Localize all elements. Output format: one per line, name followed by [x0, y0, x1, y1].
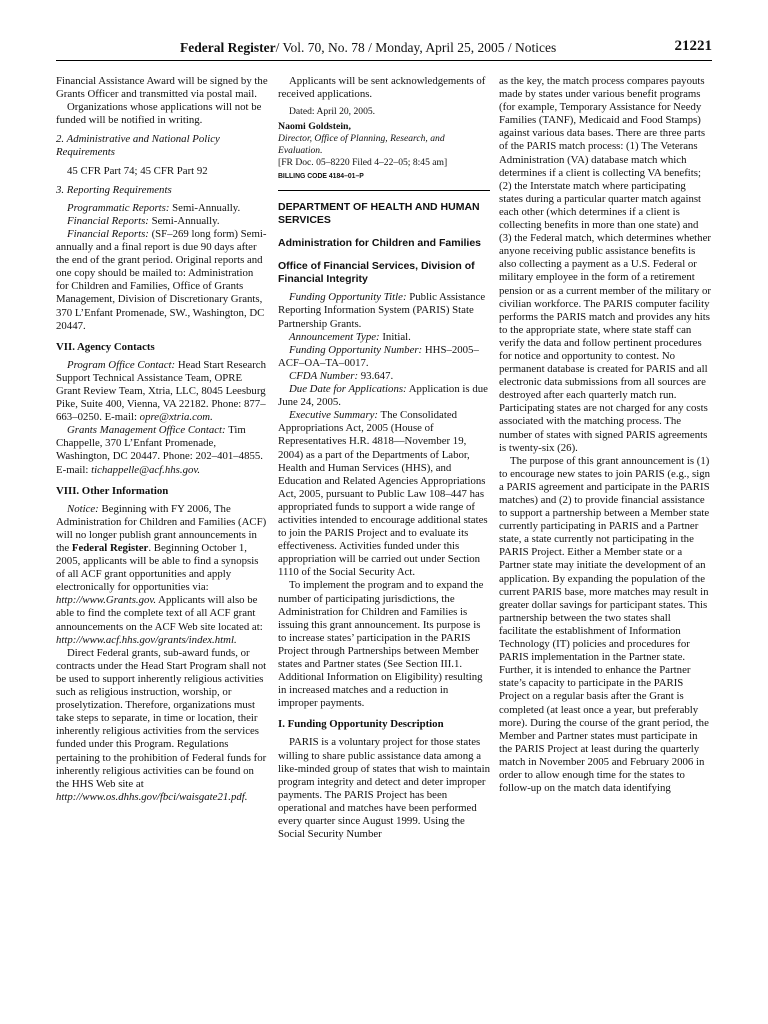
- paragraph: [56, 424, 268, 476]
- paragraph: Applicants will be sent acknowledgements of received applications.: [278, 75, 486, 101]
- text: Tim Chappelle, 370 L’Enfant Promenade, Washington, DC 20447. Phone: 202–401–4855. E-mail:: [56, 424, 263, 476]
- paragraph: To implement the program and to expand the number of participating jurisdictions, the Administration for Children and Families is issuing this grant announcement. Its purpose is to increase states’ participation in the PARIS Project through Partnerships between Member states and Partner states (See Section III.1. Additional Information on Eligibility) resulting in increased matches and a reduction in improper payments.: [278, 579, 484, 710]
- text: Federal Register: [71, 542, 149, 554]
- text: Beginning with FY 2006, The Administration for Children and Families (ACF) will no longer publish grant announcements in the: [56, 502, 267, 554]
- text: 93.647.: [358, 369, 394, 382]
- email-link[interactable]: opre@xtria.com.: [139, 411, 213, 424]
- label: Funding Opportunity Number:: [289, 343, 423, 356]
- signer-name: Naomi Goldstein,: [278, 121, 351, 133]
- section-heading: I. Funding Opportunity Description: [278, 718, 444, 731]
- text: . Beginning October 1, 2005, applicants will be able to find a synopsis of all ACF grant opportunities and apply electronically for opportunities via:: [56, 542, 259, 594]
- paragraph: [56, 359, 268, 424]
- text: Semi-Annually.: [169, 201, 241, 214]
- fr-doc-line: [FR Doc. 05–8220 Filed 4–22–05; 8:45 am]: [278, 157, 448, 169]
- text: Semi-Annually.: [148, 214, 220, 227]
- label: Announcement Type:: [289, 330, 380, 343]
- agency-heading: Administration for Children and Families: [278, 237, 482, 250]
- paragraph: [56, 215, 268, 228]
- email-link[interactable]: tichappelle@acf.hhs.gov.: [91, 463, 201, 476]
- label: Funding Opportunity Title:: [289, 291, 407, 304]
- billing-code: BILLING CODE 4184–01–P: [278, 171, 364, 181]
- issue-info: / Vol. 70, No. 78 / Monday, April 25, 2005 / Notices: [275, 40, 557, 55]
- paragraph: as the key, the match process compares payouts made by states under various benefit programs (for example, Temporary Assistance for Needy Families (TANF), Medicaid and Food Stamps) against various data bases. There are three parts of the PARIS match process: (1) The Veterans Administration (VA) database match which determines if a client is collecting VA benefits; (2) the Interstate match where participating states during a particular quarter match against each other (which determines if a client is collecting benefits in more than one state) and (3) the Federal match, which determines whether anyone receiving public assistance benefits is also collecting a payment as a U.S. Federal or military employee in the form of a retirement pension or as a current member of the military or civilian workforce. The PARIS computer facility performs the PARIS match and provides any hits to the appropriate state, where state staff can verify the data and follow pertinent procedures for notice and opportunity to contest. No permanent database is created for PARIS and all electronic data submissions from all sources are destroyed after each quarterly match run. Participating states are not charged for any costs associated with the matching process. The number of states with signed PARIS agreements is twenty-six (26).: [499, 75, 711, 454]
- text: Public Assistance Reporting Information System (PARIS) State Partnership Grants.: [278, 291, 486, 330]
- paragraph: Financial Assistance Award will be signed by the Grants Officer and transmitted via postal mail.: [56, 75, 268, 101]
- section-heading: VII. Agency Contacts: [56, 340, 155, 353]
- url-link[interactable]: http://www.acf.hhs.gov/grants/index.html.: [56, 633, 237, 646]
- text: Initial.: [379, 330, 411, 343]
- text: Applicants will also be able to find the complete text of all ACF grant announcements on the ACF Web site located at:: [56, 594, 263, 633]
- text: The Consolidated Appropriations Act, 2005 (House of Representatives H.R. 4818—November 19, 2004) as a part of the Departments of Labor, Health and Human Services (HHS), and Education and Related Agencies Appropriations Act, 2005, pursuant to Public Law 108–447 has appropriated funds to support a wide range of activities intended to encourage additional states to join the PARIS Project and to evaluate its effectiveness. Activities funded under this appropriation will be carried out under Section 1110 of the Social Security Act.: [278, 409, 488, 579]
- url-link[interactable]: http://www.Grants.gov.: [56, 594, 157, 607]
- text: Head Start Research Support Technical Assistance Team, OPRE Grant Review Team, Xtria, LLC, 8045 Leesburg Pike, Suite 400, Vienna, VA 22182. Phone: 877–663–0250. E-mail:: [56, 358, 266, 424]
- paragraph: [278, 331, 490, 344]
- label: Program Office Contact:: [67, 358, 176, 371]
- department-heading: DEPARTMENT OF HEALTH AND HUMAN SERVICES: [278, 201, 480, 227]
- paragraph: [56, 503, 268, 647]
- divider: [278, 190, 490, 191]
- label: CFDA Number:: [289, 369, 359, 382]
- paragraph: The purpose of this grant announcement is (1) to encourage new states to join PARIS (e.g., sign a PARIS agreement and participate in the PARIS matches) and (2) to provide financial assistance to support a partnership between a Member state currently participating in PARIS and a Partner state, a state currently not participating in the PARIS Project. Either a Member state or a Partner state may initiate the development of an application. By expanding the population of the current PARIS base, more matches may result in greater dollar savings for participant states. This partnership between the two states shall facilitate the establishment of Information Technology (IT) policies and procedures for PARIS implementation in the Partner state. Further, it is intended to enhance the Partner state’s capacity to participate in the PARIS Project on a regular basis after the Grant is completed (at least once a year, but preferably more). During the course of the grant period, the Member and Partner states must participate in the PARIS Project at least during the quarterly match in November 2005 and February 2006 in order to allow enough time for the states to follow-up on the match data identifying: [499, 454, 711, 795]
- text: HHS–2005–ACF–OA–TA–0017.: [278, 343, 479, 369]
- dated-line: Dated: April 20, 2005.: [289, 106, 376, 118]
- page-header: [56, 38, 712, 61]
- signer-title: Director, Office of Planning, Research, and Evaluation.: [278, 133, 445, 157]
- label: Due Date for Applications:: [289, 383, 407, 396]
- paragraph: PARIS is a voluntary project for those states willing to share public assistance data among a like-minded group of states that wish to maintain program integrity and detect and deter improper payments. The PARIS Project has been operational and matches have been performed every quarter since August 1999. Using the Social Security Number: [278, 736, 490, 841]
- label: Grants Management Office Contact:: [67, 424, 226, 437]
- paragraph: [56, 228, 268, 333]
- column-1: [56, 75, 268, 804]
- paragraph: Organizations whose applications will not be funded will be notified in writing.: [56, 101, 262, 127]
- column-2: [278, 75, 490, 841]
- text: Direct Federal grants, sub-award funds, or contracts under the Head Start Program shall not be used to support inherently religious activities such as religious instruction, worship, or proselytization. Therefore, organizations must take steps to separate, in time or location, their inherently religious activities from the services funded under this Program. Regulations pertaining to the prohibition of Federal funds for inherently religious activities can be found on the HHS Web site at: [56, 646, 267, 790]
- column-3: [499, 75, 711, 795]
- office-heading: Office of Financial Services, Division of Financial Integrity: [278, 260, 475, 286]
- label: Executive Summary:: [289, 409, 379, 422]
- label: Financial Reports:: [67, 227, 149, 240]
- label: Notice:: [67, 502, 99, 515]
- journal-name: Federal Register: [180, 40, 276, 55]
- paragraph: [56, 202, 268, 215]
- section-heading: 3. Reporting Requirements: [56, 183, 172, 196]
- url-link[interactable]: http://www.os.dhhs.gov/fbci/waisgate21.pdf.: [56, 790, 248, 803]
- header-citation: [180, 40, 556, 56]
- paragraph: [278, 291, 490, 330]
- paragraph: [278, 370, 490, 383]
- text: (SF–269 long form) Semi-annually and a final report is due 90 days after the end of the grant period. Original reports and one copy should be mailed to: Administration for Children and Families, Office of Grants Management, Division of Discretionary Grants, 370 L’Enfant Promenade, SW., Washington, DC 20447.: [56, 227, 267, 332]
- page-number: 21221: [674, 38, 712, 54]
- paragraph: [278, 383, 490, 409]
- section-heading: 2. Administrative and National Policy Requirements: [56, 133, 220, 159]
- paragraph: [56, 647, 268, 804]
- paragraph: [278, 409, 490, 579]
- paragraph: 45 CFR Part 74; 45 CFR Part 92: [67, 164, 208, 177]
- label: Financial Reports:: [67, 214, 149, 227]
- text: Application is due June 24, 2005.: [278, 383, 488, 409]
- label: Programmatic Reports:: [67, 201, 170, 214]
- section-heading: VIII. Other Information: [56, 484, 169, 497]
- paragraph: [278, 344, 490, 370]
